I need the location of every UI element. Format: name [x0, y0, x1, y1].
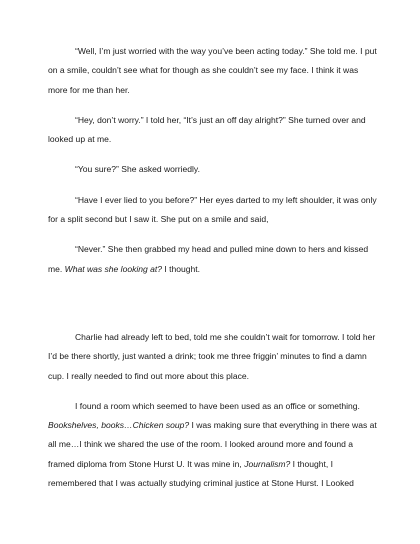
paragraph-4	[48, 191, 378, 230]
paragraph-5-text-a: “Never.” She then grabbed my head and pulled mine down to hers and kissed me.	[48, 244, 369, 274]
paragraph-3	[48, 160, 378, 179]
paragraph-4-text: “Have I ever lied to you before?” Her eyes darted to my left shoulder, it was only for a split second but I saw it. She put on a smile and said,	[48, 194, 377, 225]
paragraph-7-text-c: I thought, I remembered that I was actually studying criminal justice at Stone Hurst. I Looked	[48, 458, 354, 489]
paragraph-6	[48, 328, 378, 386]
paragraph-1	[48, 42, 378, 100]
paragraph-2	[48, 111, 378, 150]
paragraph-5-thought: What was she looking at?	[64, 263, 163, 274]
paragraph-7-thought-a: Bookshelves, books…Chicken soup?	[48, 420, 190, 431]
paragraph-7	[48, 397, 378, 493]
paragraph-2-text: “Hey, don’t worry.” I told her, “It’s just an off day alright?” She turned over and looked up at me.	[48, 114, 366, 145]
paragraph-7-text-b: I was making sure that everything in there was at all me…I think we shared the use of the room. I looked around more and found a framed diploma from Stone Hurst U. It was mine in,	[48, 420, 377, 469]
paragraph-1-text: “Well, I’m just worried with the way you’ve been acting today.” She told me. I put on a smile, couldn’t see what for though as she couldn’t see my face. I think it was more for me than her.	[48, 46, 377, 95]
paragraph-5	[48, 240, 378, 279]
document-body	[48, 42, 378, 493]
paragraph-5-text-b: I thought.	[162, 263, 201, 274]
paragraph-7-text-a: I found a room which seemed to have been used as an office or something.	[75, 400, 360, 411]
paragraph-6-text: Charlie had already left to bed, told me she couldn’t wait for tomorrow. I told her I’d be there shortly, just wanted a drink; took me three friggin’ minutes to find a damn cup. I really needed to find out more about this place.	[48, 331, 376, 381]
paragraph-3-text: “You sure?” She asked worriedly.	[75, 164, 200, 175]
paragraph-7-thought-b: Journalism?	[244, 458, 291, 469]
